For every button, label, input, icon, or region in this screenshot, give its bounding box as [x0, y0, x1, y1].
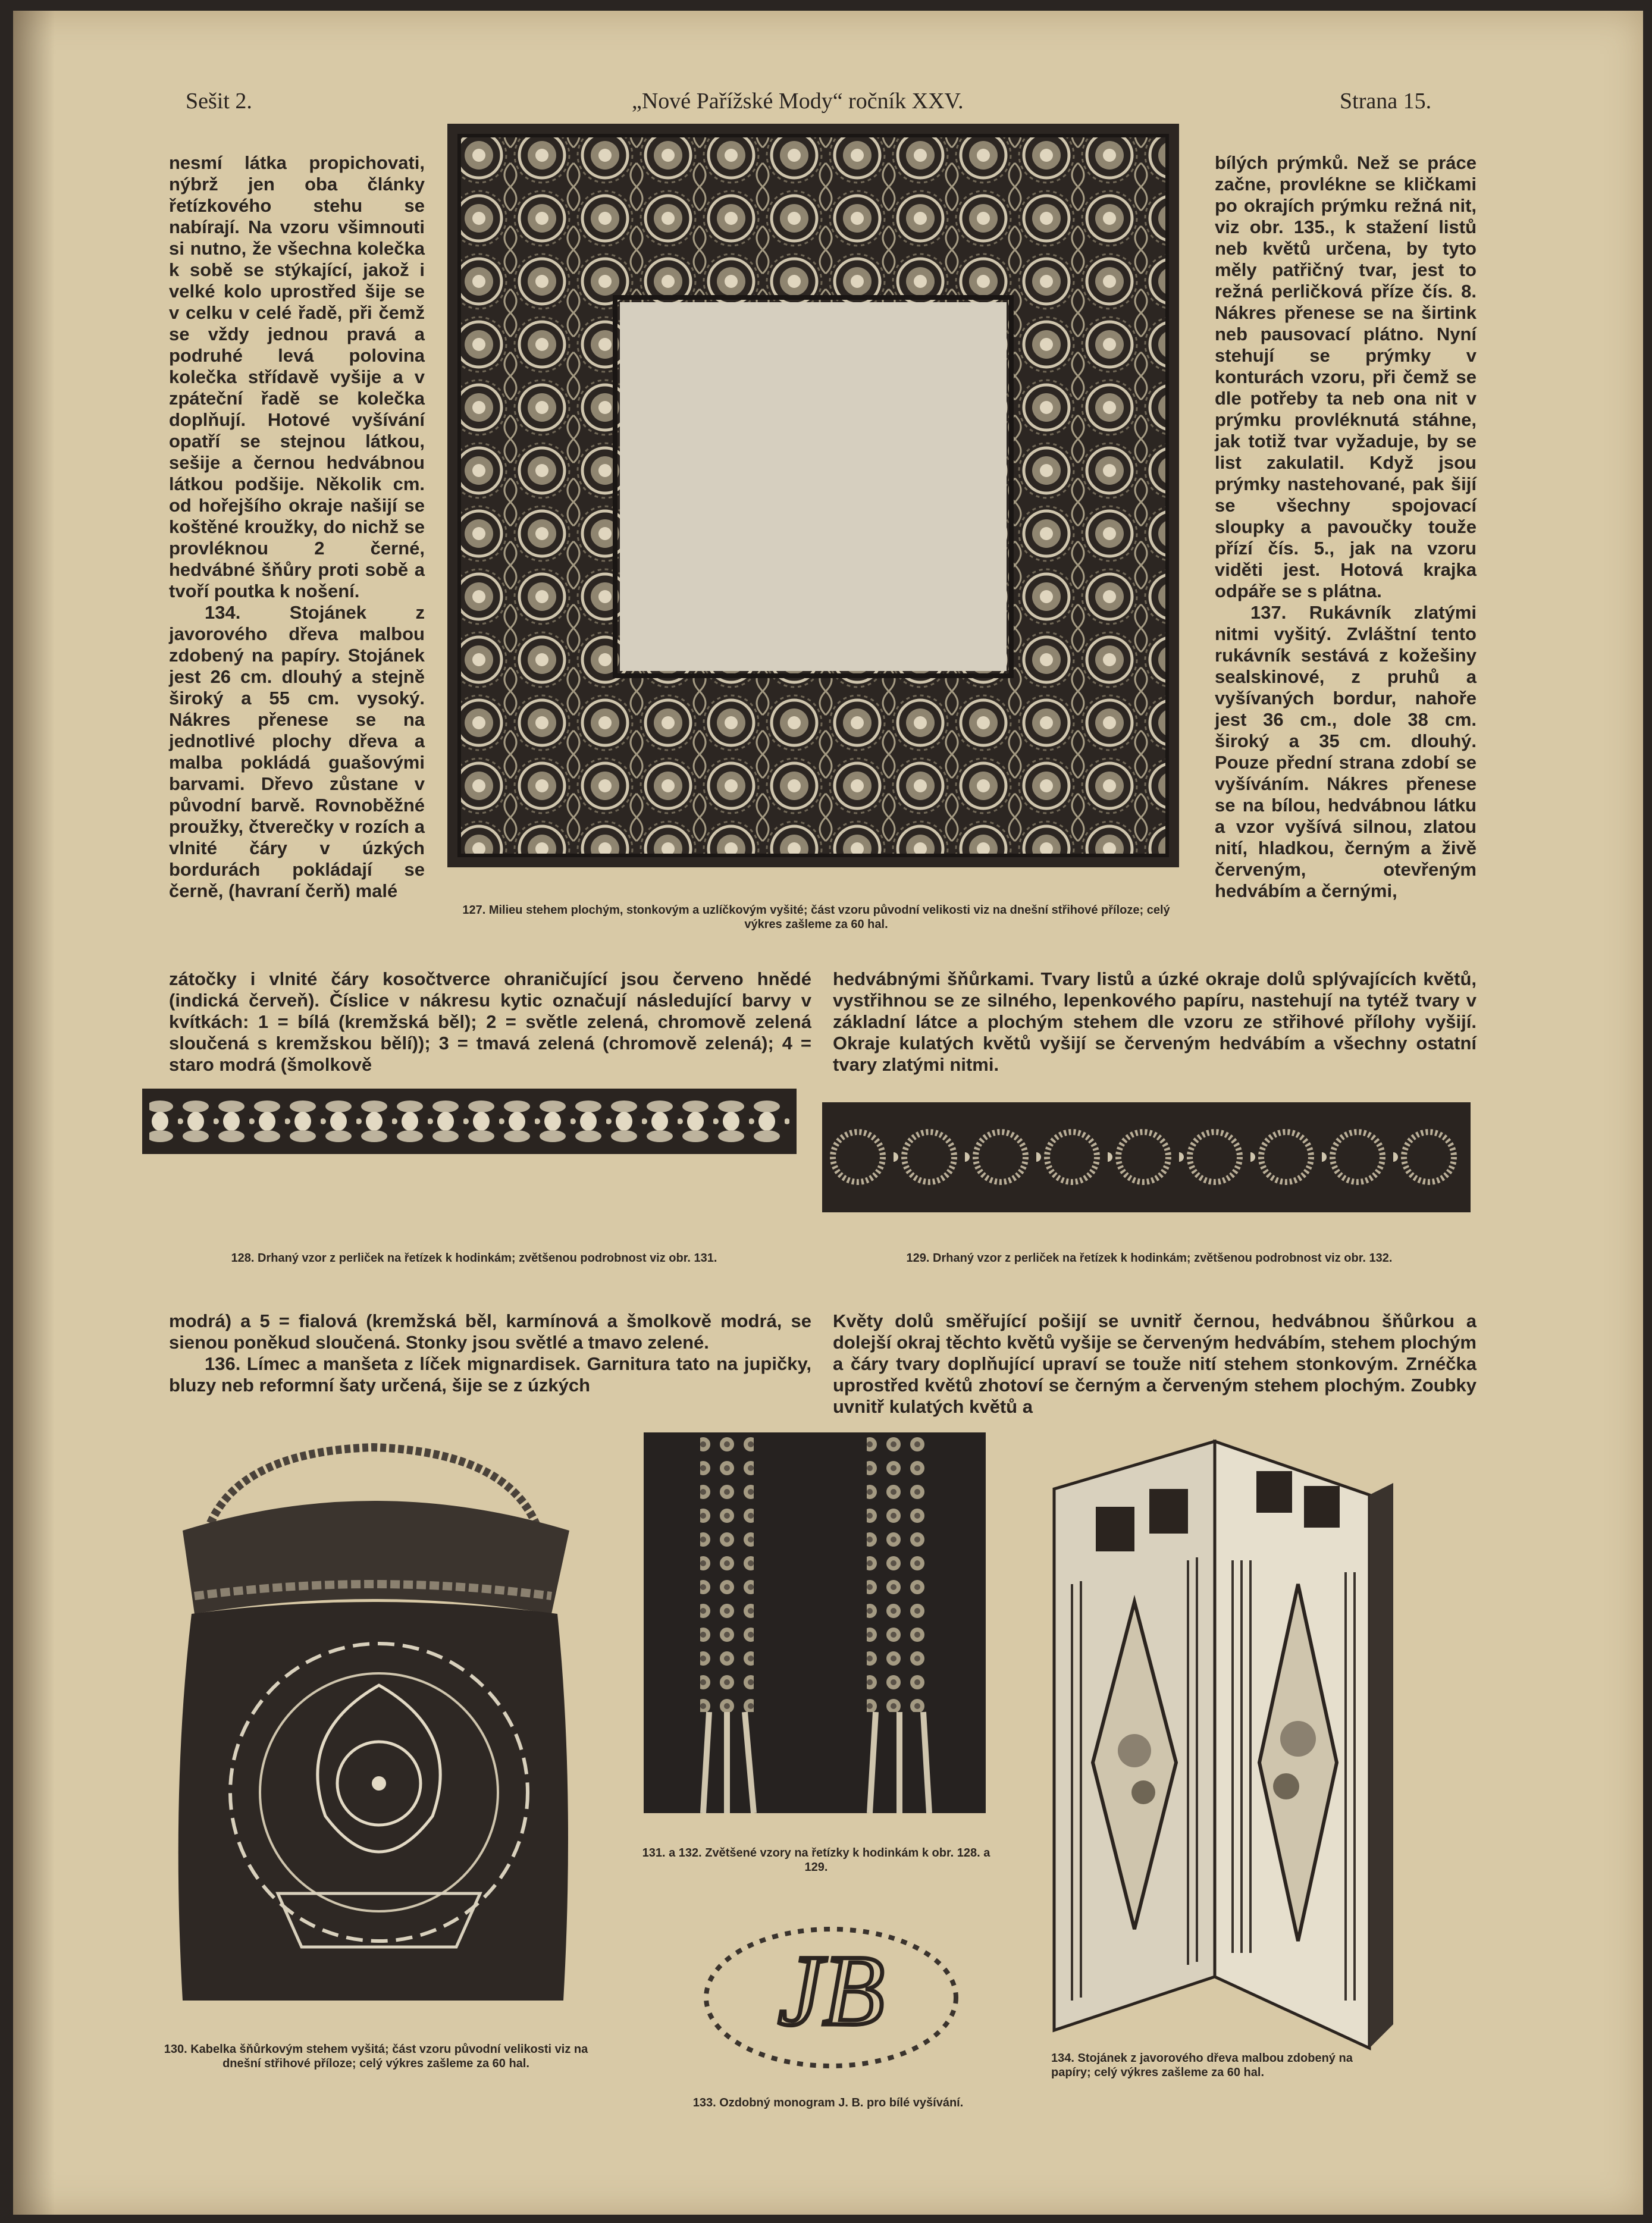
caption-134: 134. Stojánek z javorového dřeva malbou zdobený na papíry; celý výkres zašleme za 60 hal.: [1051, 2052, 1353, 2079]
page-title: „Nové Pařížské Mody“ ročník XXV.: [632, 89, 964, 114]
figure-127-milieu: [447, 124, 1179, 867]
figure-129-band: [822, 1102, 1471, 1212]
caption-131-132: 131. a 132. Zvětšené vzory na řetízky k hodinkám k obr. 128. a 129.: [642, 1846, 990, 1874]
caption-130: 130. Kabelka šňůrkovým stehem vyšitá; část vzoru původní velikosti viz na dnešní střihové příloze; celý výkres zašleme za 60 hal.: [164, 2043, 588, 2070]
figure-128-band: [142, 1089, 797, 1154]
bead-chain-detail-image: [644, 1432, 986, 1813]
caption-128: 128. Drhaný vzor z perliček na řetízek k hodinkám; zvětšenou podrobnost viz obr. 131.: [231, 1252, 717, 1265]
text-column-right: [1215, 152, 1477, 902]
paper-stand-image: [1036, 1429, 1488, 2054]
monogram-image: [694, 1914, 968, 2081]
page-number: Strana 15.: [1340, 89, 1432, 114]
issue-number: Sešit 2.: [186, 89, 252, 114]
caption-129: 129. Drhaný vzor z perliček na řetízek k hodinkám; zvětšenou podrobnost viz obr. 132.: [906, 1252, 1393, 1265]
drawstring-bag-image: [147, 1435, 599, 2030]
text-column-left: [169, 152, 425, 902]
paragraph: modrá) a 5 = fialová (kremžská běl, karmínová a šmolkově modrá, se sienou poněkud sloučená. Stonky jsou světlé a tmavo zelené.: [169, 1310, 811, 1353]
paragraph-134: 134. Stojánek z javorového dřeva malbou zdobený na papíry. Stojánek jest 26 cm. dlouhý a stejně široký a 55 cm. vysoký. Nákres přenese se na jednotlivé plochy dřeva a malba pokládá guašovými barvami. Dřevo zůstane v původní barvě. Rovnoběžné proužky, čtverečky v rozích a vlnité čáry v úzkých bordurách pokládají se černě, (havraní čerň) malé: [169, 602, 425, 901]
magazine-page: [13, 11, 1643, 2215]
figure-134-stand: [1036, 1429, 1488, 2054]
bead-band-image: [142, 1089, 797, 1154]
figure-130-bag: [147, 1435, 599, 2030]
text-right-wide: hedvábnými šňůrkami. Tvary listů a úzké okraje dolů splývajících květů, vystřihnou se ze silného, lepenkového papíru, nastehují na tytéž tvary v základní látce a plochým stehem dle vzoru ze střihové přílohy vyšijí. Okraje kulatých květů vyšijí se červeným hedvábím a všechny ostatní tvary zlatými nitmi.: [833, 968, 1477, 1075]
monogram-letters: JB: [778, 1934, 885, 2046]
caption-133: 133. Ozdobný monogram J. B. pro bílé vyšívání.: [692, 2096, 964, 2109]
paragraph-137: 137. Rukávník zlatými nitmi vyšitý. Zvláštní tento rukávník sestává z kožešiny sealskinové, z pruhů a vyšívaných bordur, nahoře jest 36 cm., dole 38 cm. široký a 35 cm. dlouhý. Pouze přední strana zdobí se vyšíváním. Nákres přenese se na bílou, hedvábnou látku a vzor vyšívá silnou, zlatou nití, hladkou, černým a živě červeným, otevřeným hedvábím a černými,: [1215, 602, 1477, 901]
bead-rings-image: [822, 1102, 1471, 1212]
figure-131-132-detail: [644, 1432, 986, 1813]
text-lower-right: Květy dolů směřující pošijí se uvnitř černou, hedvábnou šňůrkou a dolejší okraj těchto květů vyšije se červeným hedvábím, stehem plochým a čáry tvary doplňující upraví se touže nití stehem stonkovým. Zrnéčka uprostřed květů zhotoví se černým a červeným stehem plochým. Zoubky uvnitř kulatých květů a: [833, 1310, 1477, 1417]
figure-133-monogram: [694, 1914, 968, 2081]
caption-127: 127. Milieu stehem plochým, stonkovým a uzlíčkovým vyšité; část vzoru původní velikosti viz na dnešní střihové příloze; celý výkres zašleme za 60 hal.: [462, 904, 1170, 931]
text-lower-left: [169, 1310, 811, 1396]
paragraph-136: 136. Límec a manšeta z líček mignardisek. Garnitura tato na jupičky, bluzy neb reformní šaty určená, šije se z úzkých: [169, 1353, 811, 1396]
paragraph: nesmí látka propichovati, nýbrž jen oba články řetízkového stehu se nabírají. Na vzoru všimnouti si nutno, že všechna kolečka k sobě se stýkající, jakož i velké kolo uprostřed šije se v celku v celé řadě, při čemž se vždy jednou pravá a podruhé levá polovina kolečka střídavě vyšije a v zpáteční řadě se kolečka doplňují. Hotové vyšívání opatří se stejnou látkou, sešije a černou hedvábnou látkou podšije. Několik cm. od hořejšího okraje našijí se koštěné kroužky, do nichž se provléknou 2 černé, hedvábné šňůry proti sobě a tvoří poutka k nošení.: [169, 152, 425, 601]
milieu-embroidery-image: [447, 124, 1179, 867]
paragraph: bílých prýmků. Než se práce začne, provlékne se kličkami po okrajích prýmku režná nit, viz obr. 135., k stažení listů neb květů určena, by tyto měly patřičný tvar, jest to režná perličková příze čís. 8. Nákres přenese se na širtink neb pausovací plátno. Nyní stehují se prýmky v konturách vzoru, při čemž se dle potřeby ta neb ona nit v prýmku provléknutá stáhne, jak totiž tvar vyžaduje, by se list zakulatil. Když jsou prýmky nastehované, pak šijí se všechny spojovací sloupky a pavoučky touže přízí čís. 5., jak na vzoru viděti jest. Hotová krajka odpáře se s plátna.: [1215, 152, 1477, 601]
text-left-wide: zátočky i vlnité čáry kosočtverce ohraničující jsou červeno hnědé (indická červeň). Číslice v nákresu kytic označují následující barvy v kvítkách: 1 = bílá (kremžská běl); 2 = světle zelená, chromově zelená sloučená s kremžskou bělí)); 3 = tmavá zelená (chromově zelená); 4 = staro modrá (šmolkově: [169, 968, 811, 1075]
